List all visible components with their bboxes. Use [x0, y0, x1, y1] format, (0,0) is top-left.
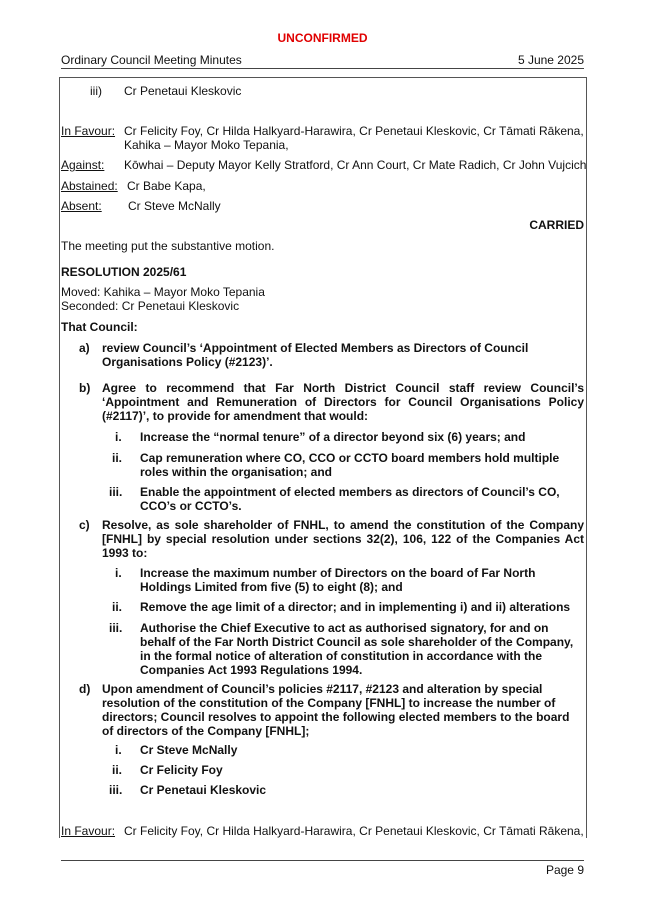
item-b-iii-number: iii.: [109, 485, 123, 499]
item-d-i-text: Cr Steve McNally: [140, 743, 238, 757]
resolution-title: RESOLUTION 2025/61: [61, 265, 187, 279]
absent-label: Absent:: [61, 199, 102, 213]
page-number: Page 9: [545, 863, 584, 877]
item-c-i-number: i.: [115, 566, 122, 580]
in-favour-label: In Favour:: [61, 124, 116, 138]
top-item-text: Cr Penetaui Kleskovic: [124, 84, 242, 98]
header-divider: [61, 68, 584, 69]
item-d-i-number: i.: [115, 743, 122, 757]
meeting-date: 5 June 2025: [517, 53, 584, 67]
in-favour-names: Cr Felicity Foy, Cr Hilda Halkyard-Harawira, Cr Penetaui Kleskovic, Cr Tāmati Rākena, Kahika – Mayor Moko Tepania,: [124, 124, 584, 152]
absent-names: Cr Steve McNally: [128, 199, 221, 213]
item-c-iii-number: iii.: [109, 621, 123, 635]
item-c-ii-number: ii.: [112, 600, 123, 614]
item-d-iii-text: Cr Penetaui Kleskovic: [140, 783, 267, 797]
item-d-iii-number: iii.: [109, 783, 123, 797]
that-council: That Council:: [61, 320, 138, 334]
in-favour-label-2: In Favour:: [61, 824, 116, 838]
item-d-number: d): [79, 682, 91, 696]
item-a-number: a): [79, 341, 90, 355]
moved-by: Moved: Kahika – Mayor Moko Tepania: [61, 285, 265, 299]
abstained-names: Cr Babe Kapa,: [127, 179, 206, 193]
item-b-number: b): [79, 381, 91, 395]
in-favour-names-2: Cr Felicity Foy, Cr Hilda Halkyard-Harawira, Cr Penetaui Kleskovic, Cr Tāmati Rākena,: [124, 824, 584, 838]
item-c-text: Resolve, as sole shareholder of FNHL, to amend the constitution of the Company [FNHL] by special resolution under sections 32(2), 106, 122 of the Companies Act 1993 to:: [102, 518, 584, 560]
item-b-ii-number: ii.: [112, 451, 123, 465]
item-d-ii-number: ii.: [112, 763, 123, 777]
item-a-text: review Council’s ‘Appointment of Elected Members as Directors of Council Organisations Policy (#2123)’.: [102, 341, 529, 369]
item-d-text: Upon amendment of Council’s policies #2117, #2123 and alteration by special resolution of the constitution of the Company [FNHL] to increase the number of directors; Council resolves to appoint the following elected members to the board of directors of the Company [FNHL];: [102, 682, 570, 738]
abstained-label: Abstained:: [61, 179, 118, 193]
item-b-text: Agree to recommend that Far North District Council staff review Council’s ‘Appointment and Remuneration of Directors for Council Organisations Policy (#2117)’, to provide for amendment that would:: [102, 381, 584, 423]
substantive-statement: The meeting put the substantive motion.: [61, 239, 275, 253]
item-b-i-text: Increase the “normal tenure” of a director beyond six (6) years; and: [140, 430, 526, 444]
item-c-iii-text: Authorise the Chief Executive to act as authorised signatory, for and on behalf of the Far North District Council as sole shareholder of the Company, in the formal notice of alteration of constitution in accordance with the Companies Act 1993 Regulations 1994.: [140, 621, 574, 677]
against-names: Kōwhai – Deputy Mayor Kelly Stratford, Cr Ann Court, Cr Mate Radich, Cr John Vujcich: [124, 158, 587, 172]
document-title: Ordinary Council Meeting Minutes: [61, 53, 242, 67]
item-b-ii-text: Cap remuneration where CO, CCO or CCTO board members hold multiple roles within the organisation; and: [140, 451, 560, 479]
item-d-ii-text: Cr Felicity Foy: [140, 763, 223, 777]
against-label: Against:: [61, 158, 105, 172]
item-b-iii-text: Enable the appointment of elected members as directors of Council’s CO, CCO’s or CCTO’s.: [140, 485, 560, 513]
unconfirmed-banner: UNCONFIRMED: [277, 31, 368, 45]
seconded-by: Seconded: Cr Penetaui Kleskovic: [61, 299, 240, 313]
item-c-number: c): [79, 518, 90, 532]
item-c-i-text: Increase the maximum number of Directors on the board of Far North Holdings Limited from five (5) to eight (8); and: [140, 566, 536, 594]
footer-divider: [61, 860, 584, 861]
carried-result: CARRIED: [529, 218, 584, 232]
item-b-i-number: i.: [115, 430, 122, 444]
item-c-ii-text: Remove the age limit of a director; and in implementing i) and ii) alterations: [140, 600, 571, 614]
top-item-number: iii): [90, 84, 102, 98]
